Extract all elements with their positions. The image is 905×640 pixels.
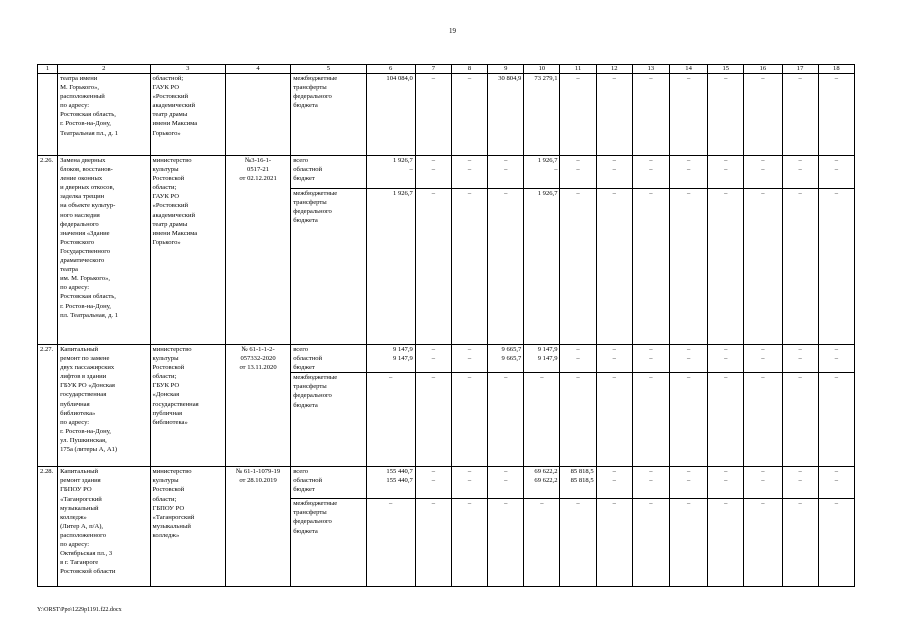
value-cell: – – bbox=[415, 467, 451, 499]
value-cell: – bbox=[524, 499, 560, 587]
value-cell: 85 818,5 85 818,5 bbox=[560, 467, 596, 499]
funding-source-cell: межбюджетные трансферты федерального бюджета bbox=[291, 499, 366, 587]
customer-cell: министерство культуры Ростовской области; ГАУК РО «Ростовский академический театр драмы имени Максима Горького» bbox=[150, 156, 225, 345]
customer-cell: министерство культуры Ростовской области; ГБУК РО «Донская государственная публичная библиотека» bbox=[150, 345, 225, 467]
funding-source-cell: межбюджетные трансферты федерального бюджета bbox=[291, 74, 366, 156]
value-cell: – – bbox=[451, 345, 487, 373]
value-cell: – bbox=[782, 74, 818, 156]
value-cell: – bbox=[708, 74, 744, 156]
document-cell bbox=[225, 74, 290, 156]
budget-table bbox=[37, 64, 855, 587]
column-number: 15 bbox=[708, 65, 744, 74]
value-cell: – – bbox=[818, 156, 854, 189]
value-cell: – bbox=[488, 189, 524, 345]
value-cell: – – bbox=[744, 467, 782, 499]
value-cell: – bbox=[560, 189, 596, 345]
value-cell: – – bbox=[670, 345, 708, 373]
value-cell: – – bbox=[596, 156, 632, 189]
value-cell: – – bbox=[596, 345, 632, 373]
column-number: 5 bbox=[291, 65, 366, 74]
value-cell: – bbox=[670, 499, 708, 587]
value-cell: 155 440,7 155 440,7 bbox=[366, 467, 415, 499]
value-cell: – – bbox=[782, 467, 818, 499]
funding-source-cell: всего областной бюджет bbox=[291, 156, 366, 189]
value-cell: – bbox=[596, 373, 632, 467]
value-cell: – – bbox=[818, 345, 854, 373]
value-cell: – bbox=[560, 74, 596, 156]
document-cell: № 61-1-1-2- 057332-2020 от 13.11.2020 bbox=[225, 345, 290, 467]
value-cell: – – bbox=[782, 345, 818, 373]
customer-cell: министерство культуры Ростовской области; ГБПОУ РО «Таганрогский музыкальный колледж» bbox=[150, 467, 225, 587]
column-number: 7 bbox=[415, 65, 451, 74]
value-cell: – bbox=[708, 189, 744, 345]
value-cell: – bbox=[818, 499, 854, 587]
row-number-cell: 2.28. bbox=[38, 467, 58, 587]
value-cell: – bbox=[596, 189, 632, 345]
value-cell: – bbox=[782, 499, 818, 587]
row-number-cell: 2.27. bbox=[38, 345, 58, 467]
value-cell: – bbox=[632, 373, 669, 467]
value-cell: 1 926,7 bbox=[366, 189, 415, 345]
value-cell: – bbox=[744, 373, 782, 467]
value-cell: – bbox=[782, 373, 818, 467]
value-cell: – – bbox=[632, 467, 669, 499]
column-number: 16 bbox=[744, 65, 782, 74]
funding-source-cell: межбюджетные трансферты федерального бюджета bbox=[291, 373, 366, 467]
value-cell: – bbox=[818, 189, 854, 345]
column-number: 2 bbox=[58, 65, 150, 74]
row-number-cell: 2.26. bbox=[38, 156, 58, 345]
value-cell: – – bbox=[451, 467, 487, 499]
column-number: 6 bbox=[366, 65, 415, 74]
column-number: 18 bbox=[818, 65, 854, 74]
value-cell: – bbox=[818, 74, 854, 156]
column-number: 12 bbox=[596, 65, 632, 74]
value-cell: – bbox=[670, 74, 708, 156]
value-cell: 9 665,7 9 665,7 bbox=[488, 345, 524, 373]
column-number: 3 bbox=[150, 65, 225, 74]
column-number: 14 bbox=[670, 65, 708, 74]
value-cell: – – bbox=[708, 345, 744, 373]
column-number: 13 bbox=[632, 65, 669, 74]
value-cell: – bbox=[415, 499, 451, 587]
column-number: 1 bbox=[38, 65, 58, 74]
value-cell: – – bbox=[488, 467, 524, 499]
page-number: 19 bbox=[449, 27, 456, 35]
value-cell: – bbox=[744, 74, 782, 156]
value-cell: – – bbox=[488, 156, 524, 189]
value-cell: 30 804,9 bbox=[488, 74, 524, 156]
value-cell: 1 926,7 – bbox=[366, 156, 415, 189]
value-cell: – – bbox=[670, 467, 708, 499]
table-row bbox=[38, 74, 855, 156]
column-number: 8 bbox=[451, 65, 487, 74]
value-cell: – bbox=[524, 373, 560, 467]
value-cell: – bbox=[488, 373, 524, 467]
value-cell: 104 084,0 bbox=[366, 74, 415, 156]
value-cell: – bbox=[488, 499, 524, 587]
value-cell: 1 926,7 – bbox=[524, 156, 560, 189]
value-cell: – – bbox=[670, 156, 708, 189]
value-cell: 1 926,7 bbox=[524, 189, 560, 345]
value-cell: – – bbox=[415, 345, 451, 373]
value-cell: – – bbox=[632, 345, 669, 373]
column-number: 11 bbox=[560, 65, 596, 74]
column-number: 9 bbox=[488, 65, 524, 74]
value-cell: – bbox=[782, 189, 818, 345]
value-cell: – bbox=[632, 74, 669, 156]
value-cell: 73 279,1 bbox=[524, 74, 560, 156]
value-cell: 9 147,9 9 147,9 bbox=[366, 345, 415, 373]
value-cell: – bbox=[670, 373, 708, 467]
value-cell: 69 622,2 69 622,2 bbox=[524, 467, 560, 499]
column-number: 4 bbox=[225, 65, 290, 74]
object-cell: Капитальный ремонт здания ГБПОУ РО «Таганрогский музыкальный колледж» (Литер А, п/А), расположенного по адресу: Октябрьская пл., 3 в г. Таганроге Ростовской области bbox=[58, 467, 150, 587]
table-row bbox=[38, 156, 855, 189]
value-cell: – bbox=[366, 373, 415, 467]
value-cell: – bbox=[415, 189, 451, 345]
value-cell: – bbox=[818, 373, 854, 467]
value-cell: – bbox=[451, 373, 487, 467]
value-cell: – bbox=[708, 373, 744, 467]
value-cell: – – bbox=[451, 156, 487, 189]
value-cell: – bbox=[632, 499, 669, 587]
document-cell: № 61-1-1079-19 от 28.10.2019 bbox=[225, 467, 290, 587]
funding-source-cell: всего областной бюджет bbox=[291, 345, 366, 373]
value-cell: – bbox=[744, 189, 782, 345]
funding-source-cell: межбюджетные трансферты федерального бюджета bbox=[291, 189, 366, 345]
value-cell: – bbox=[708, 499, 744, 587]
value-cell: – bbox=[670, 189, 708, 345]
value-cell: – – bbox=[560, 345, 596, 373]
customer-cell: областной; ГАУК РО «Ростовский академический театр драмы имени Максима Горького» bbox=[150, 74, 225, 156]
table-row bbox=[38, 467, 855, 499]
value-cell: – – bbox=[818, 467, 854, 499]
value-cell: – bbox=[366, 499, 415, 587]
document-cell: №3-16-1- 0517-21 от 02.12.2021 bbox=[225, 156, 290, 345]
value-cell: – bbox=[415, 373, 451, 467]
value-cell: – – bbox=[415, 156, 451, 189]
value-cell: – – bbox=[596, 467, 632, 499]
object-cell: Капитальный ремонт по замене двух пассажирских лифтов в здании ГБУК РО «Донская государственная публичная библиотека» по адресу: г. Ростов-на-Дону, ул. Пушкинская, 175а (литеры А, А1) bbox=[58, 345, 150, 467]
value-cell: – bbox=[596, 74, 632, 156]
column-number: 10 bbox=[524, 65, 560, 74]
value-cell: 9 147,9 9 147,9 bbox=[524, 345, 560, 373]
value-cell: – bbox=[415, 74, 451, 156]
column-number-row bbox=[38, 65, 855, 74]
value-cell: – – bbox=[560, 156, 596, 189]
table-row bbox=[38, 345, 855, 373]
row-number-cell bbox=[38, 74, 58, 156]
value-cell: – bbox=[632, 189, 669, 345]
value-cell: – – bbox=[744, 345, 782, 373]
object-cell: Замена дверных блоков, восстанов- ление оконных и дверных откосов, заделка трещин на объекте культур- ного наследия федерального значения «Здание Ростовского Государственного драматического театра им. М. Горького», по адресу: Ростовская область, г. Ростов-на-Дону, пл. Театральная, д. 1 bbox=[58, 156, 150, 345]
value-cell: – bbox=[451, 189, 487, 345]
value-cell: – bbox=[451, 499, 487, 587]
value-cell: – bbox=[596, 499, 632, 587]
value-cell: – – bbox=[708, 156, 744, 189]
funding-source-cell: всего областной бюджет bbox=[291, 467, 366, 499]
value-cell: – – bbox=[744, 156, 782, 189]
value-cell: – – bbox=[782, 156, 818, 189]
file-path-footer: Y:\ORST\Ppo\1229p1191.f22.docx bbox=[37, 607, 122, 613]
value-cell: – – bbox=[708, 467, 744, 499]
value-cell: – – bbox=[632, 156, 669, 189]
value-cell: – bbox=[560, 373, 596, 467]
value-cell: – bbox=[560, 499, 596, 587]
object-cell: театра имени М. Горького», расположенный по адресу: Ростовская область, г. Ростов-на-Дону, Театральная пл., д. 1 bbox=[58, 74, 150, 156]
column-number: 17 bbox=[782, 65, 818, 74]
value-cell: – bbox=[451, 74, 487, 156]
value-cell: – bbox=[744, 499, 782, 587]
